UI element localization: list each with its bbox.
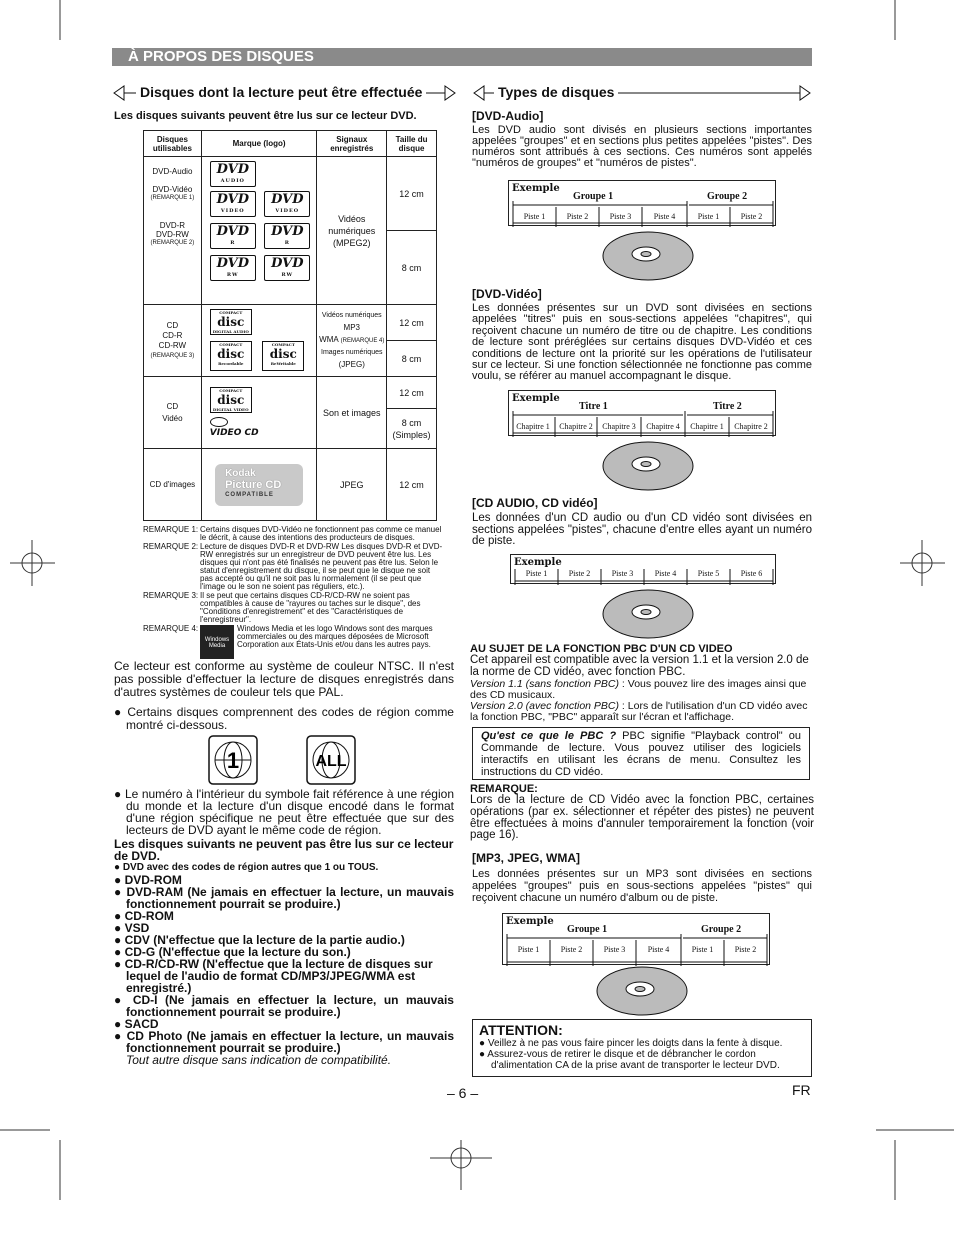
pbc-text: Cet appareil est compatible avec la version 1.1 et la version 2.0 de la norme de CD vidéo, avec fonction PBC. — [470, 654, 809, 678]
signal-text: Images numériques — [321, 349, 383, 356]
list-item: ● DVD-RAM (Ne jamais en effectuer la lecture, un mauvais fonctionnement pourrait se produire.) — [114, 885, 454, 911]
logo-text: R — [230, 240, 236, 246]
windows-media-logo — [200, 625, 234, 659]
logo-text: disc — [269, 347, 297, 361]
logo-text: COMPATIBLE — [225, 491, 274, 498]
logo-text: disc — [217, 347, 245, 361]
left-section-heading — [112, 82, 457, 104]
disc-type: CD-R — [162, 330, 183, 340]
vcd-logos — [201, 377, 317, 449]
video-cd-logo — [210, 417, 316, 438]
notes-block — [143, 526, 443, 659]
example-dvd-audio — [508, 180, 776, 226]
vcd-cell — [144, 377, 202, 449]
example-label: Exemple — [506, 916, 554, 927]
note-text: Lecture de disques DVD-R et DVD-RW Les disques DVD-R et DVD-RW enregistrés sur un enregistreur de DVD peuvent être lus. Les disques qui n'ont pas été finalisés ne peuvent pas être lus. Selon le statut d'enregistrement du disque, il se peut que le disque ne soit pas accepté ou qu'il ne soit pas lu normalement (il se peut que l'image ou le son ne soient pas réguliers, etc.). — [200, 542, 443, 591]
cd-signal — [317, 305, 387, 377]
example-label: Exemple — [514, 557, 562, 568]
dvd-signal: Vidéos numériques (MPEG2) — [317, 157, 387, 305]
group-label: Groupe 2 — [701, 924, 742, 935]
mp3-title: [MP3, JPEG, WMA] — [472, 851, 581, 865]
region-all-icon — [306, 735, 356, 785]
disc-icon — [600, 226, 700, 284]
item-text: CD-R/CD-RW (N'effectue que la lecture de disques sur lequel de l'audio de format CD/MP3/JPEG/WMA est enregistré.) — [124, 957, 433, 995]
piste-label: Piste 4 — [654, 569, 677, 578]
logo-text: COMPACT — [219, 342, 243, 347]
note-label: REMARQUE 3: — [143, 591, 199, 600]
attention-item: ● Assurez-vous de retirer le disque et de débrancher le cordon d'alimentation CA de la prise avant de transporter le lecteur DVD. — [479, 1049, 780, 1071]
logo-text: VIDEO — [220, 208, 245, 214]
list-tail: Tout autre disque sans indication de compatibilité. — [126, 1053, 392, 1067]
piste-label: Piste 1 — [691, 945, 714, 954]
size: 12 cm — [387, 305, 437, 341]
note-ref: (REMARQUE 2) — [150, 240, 195, 246]
piste-label: Piste 1 — [523, 212, 546, 221]
not-playable-list — [114, 862, 454, 1066]
attention-item: ● Veillez à ne pas vous faire pincer les doigts dans la fente à disque. — [479, 1038, 783, 1049]
item-text: DVD avec des codes de région autres que 1 ou TOUS. — [122, 862, 379, 873]
version-label: Version 2.0 (avec fonction PBC) — [470, 700, 620, 712]
note-label: REMARQUE 1: — [143, 525, 199, 534]
bullet-text: Le numéro à l'intérieur du symbole fait référence à une région du monde et la lecture d'un disque encodé dans le format d'une région spécifique ne peut être effectuée que sur des lecteurs de DVD ayant le même code de région. — [124, 787, 454, 837]
piste-label: Piste 3 — [609, 212, 632, 221]
logo-text: DVD — [216, 256, 249, 271]
logo-text: DVD — [271, 224, 304, 239]
piste-label: Piste 2 — [560, 945, 583, 954]
list-item: ● VSD — [114, 921, 150, 935]
note-label: REMARQUE 4: — [143, 624, 199, 633]
logo-text: RW — [226, 272, 239, 278]
dvd-cell — [144, 157, 202, 305]
list-item: ● CDV (N'effectue que la lecture de la partie audio.) — [114, 933, 405, 947]
piste-label: Piste 2 — [568, 569, 591, 578]
dvd-video-title: [DVD-Vidéo] — [472, 287, 542, 301]
disc-type: DVD-RW — [156, 230, 189, 239]
note-ref: (REMARQUE 1) — [150, 195, 195, 201]
logo-text: disc — [217, 393, 245, 408]
dvd-audio-title: [DVD-Audio] — [472, 109, 544, 123]
cd-da-logo — [210, 309, 252, 335]
signal-text: Vidéos numériques — [321, 312, 382, 319]
dvd-rw-logo — [210, 255, 256, 281]
example-dvd-video — [508, 390, 776, 436]
piste-label: Piste 6 — [740, 569, 763, 578]
pbc-v11 — [470, 679, 814, 701]
logo-text: COMPACT — [219, 310, 243, 315]
piste-label: Piste 1 — [517, 945, 540, 954]
piste-label: Piste 2 — [734, 945, 757, 954]
region-number: 1 — [226, 748, 240, 773]
disc-type: Vidéo — [162, 413, 183, 423]
logo-text: Recordable — [218, 361, 244, 366]
item-text: CD Photo (Ne jamais en effectuer la lecture, un mauvais fonctionnement pourrait se produire.) — [126, 1029, 454, 1055]
logo-text: DVD — [216, 162, 249, 177]
disc-icon — [594, 962, 694, 1018]
kodak-cell — [201, 449, 317, 521]
region-explanation: ● Le numéro à l'intérieur du symbole fait référence à une région du monde et la lecture d'un disque encodé dans le format d'une région spécifique ne peut être effectuée que sur des lecteurs de DVD ayant le même code de région. — [114, 787, 454, 837]
note-text: Certains disques DVD-Vidéo ne fonctionnent pas comme ce manuel le décrit, à cause des intentions des producteurs de disques. — [200, 525, 442, 542]
title-label: Titre 2 — [713, 401, 742, 412]
jpeg-signal: JPEG — [317, 449, 387, 521]
size: 8 cm — [401, 417, 422, 428]
piste-label: Piste 1 — [697, 212, 720, 221]
logo-text: R — [284, 240, 290, 246]
language-code: FR — [792, 1082, 811, 1098]
disc-icon — [600, 584, 700, 642]
chapter-label: Chapitre 2 — [559, 422, 593, 431]
chapter-label: Chapitre 1 — [690, 422, 724, 431]
logo-text: DIGITAL AUDIO — [212, 329, 249, 334]
region-label: ALL — [315, 753, 347, 770]
dvd-video-text: Les données présentes sur un DVD sont divisées en sections appelées "titres" puis en sous-sections appelées "chapitres", qui reçoivent chacune un numéro de titre ou de chapitre. Les conditions de lecture sont préréglées sur certains disques DVD-Vidéo et ces conditions de lecture ont la priorité sur les opérations de l'utilisateur sur ce lecteur. Si une fonction sélectionnée ne fonctionne pas comme voulu, se référer au manuel accompagnant le disque. — [472, 302, 812, 383]
group-label: Groupe 2 — [707, 191, 748, 202]
pbc-answer: PBC signifie "Playback control" ou Commande de lecture. Vous pouvez utiliser des logiciels interactifs en utilisant les écrans de menu. Consultez les instructions du CD vidéo. — [481, 730, 801, 778]
size-cell — [387, 409, 437, 449]
logo-text: VIDEO — [275, 208, 300, 214]
version-text: : Vous pouvez lire des images ainsi que des CD musicaux. — [470, 678, 807, 701]
kodak-picture-cd-logo — [215, 464, 303, 506]
title-label: Titre 1 — [579, 401, 608, 412]
attention-box — [472, 1019, 812, 1077]
example-label: Exemple — [512, 183, 560, 194]
col-header: Disques utilisables — [144, 131, 202, 157]
piste-label: Piste 4 — [647, 945, 670, 954]
piste-label: Piste 5 — [697, 569, 720, 578]
example-label: Exemple — [512, 393, 560, 404]
piste-label: Piste 4 — [653, 212, 676, 221]
remark-text: Lors de la lecture de CD Vidéo avec la fonction PBC, certaines opérations (par ex. sélectionner et répéter des pistes) ne peuvent être effectuées à moins d'annuler temporairement la fonction (voir page 16). — [470, 794, 814, 842]
piste-label: Piste 3 — [603, 945, 626, 954]
item-text: Veillez à ne pas vous faire pincer les doigts dans la fente à disque. — [487, 1038, 783, 1049]
cd-title: [CD AUDIO, CD vidéo] — [472, 496, 598, 510]
list-item: ● SACD — [114, 1017, 159, 1031]
disc-type: CD — [166, 320, 179, 330]
version-label: Version 1.1 (sans fonction PBC) — [470, 678, 620, 690]
cd-dv-logo — [210, 387, 252, 413]
item-text: Assurez-vous de retirer le disque et de débrancher le cordon d'alimentation CA de la prise avant de transporter le lecteur DVD. — [487, 1049, 780, 1071]
remark-title: REMARQUE: — [470, 783, 538, 795]
playable-intro: Les disques suivants peuvent être lus sur ce lecteur DVD. — [114, 110, 417, 122]
logo-text: Picture CD — [225, 478, 282, 491]
disc-table — [143, 130, 437, 521]
col-header: Signaux enregistrés — [317, 131, 387, 157]
mp3-text: Les données présentes sur un MP3 sont divisées en sections appelées "groupes" puis en sous-sections appelées "pistes" qui reçoivent chacune un numéro d'album ou de piste. — [472, 868, 812, 904]
not-playable-title: Les disques suivants ne peuvent pas être lus sur ce lecteur de DVD. — [114, 837, 454, 863]
region-bullet: ● Certains disques comprennent des codes de région comme montré ci-dessous. — [114, 705, 454, 732]
chapter-label: Chapitre 3 — [602, 422, 636, 431]
cd-images-cell: CD d'images — [144, 449, 202, 521]
note-ref: (REMARQUE 4) — [340, 338, 385, 344]
logo-text: COMPACT — [271, 342, 295, 347]
logo-text: Windows Media — [204, 637, 230, 649]
dvd-audio-logo — [210, 161, 256, 187]
disc-icon — [600, 436, 700, 494]
logo-text: COMPACT — [219, 388, 243, 394]
disc-type: CD-RW — [158, 340, 187, 350]
group-label: Groupe 1 — [567, 924, 608, 935]
example-cd — [510, 554, 776, 584]
logo-text: RW — [281, 272, 294, 278]
logo-text: VIDEO CD — [209, 427, 259, 438]
piste-label: Piste 2 — [566, 212, 589, 221]
col-header: Taille du disque — [387, 131, 437, 157]
logo-text: DVD — [216, 224, 249, 239]
size: 8 cm — [387, 341, 437, 377]
disc-type: DVD-Vidéo — [152, 185, 193, 194]
note-label: REMARQUE 2: — [143, 542, 199, 551]
pbc-title: AU SUJET DE LA FONCTION PBC D'UN CD VIDEO — [470, 643, 733, 655]
heading-text: Types de disques — [494, 84, 618, 100]
signal-text: (JPEG) — [338, 360, 365, 369]
disc-type: CD — [166, 401, 179, 411]
list-item: ● CD-R/CD-RW (N'effectue que la lecture de disques sur lequel de l'audio de format CD/MP3/JPEG/WMA est enregistré.) — [114, 957, 433, 995]
item-text: DVD-ROM — [124, 873, 182, 887]
dvd-video-logo — [210, 191, 256, 217]
cd-logos — [201, 305, 317, 377]
dvd-video-logo — [264, 191, 310, 217]
ntsc-paragraph: Ce lecteur est conforme au système de couleur NTSC. Il n'est pas possible d'effectuer la lecture de disques enregistrés dans d'autres systèmes de couleur tels que PAL. — [114, 659, 454, 699]
dvd-rw-logo — [264, 255, 310, 281]
cd-cell — [144, 305, 202, 377]
piste-label: Piste 2 — [740, 212, 763, 221]
chapter-label: Chapitre 2 — [734, 422, 768, 431]
size: 12 cm — [387, 157, 437, 231]
size: (Simples) — [392, 429, 431, 440]
chapter-label: Chapitre 1 — [516, 422, 550, 431]
note-text: Windows Media et les logo Windows sont des marques commerciales ou des marques déposées de Microsoft Corporation aux États-Unis et/ou dans les autres pays. — [237, 624, 433, 649]
logo-text: AUDIO — [220, 178, 245, 184]
bullet-text: Certains disques comprennent des codes de région comme montré ci-dessous. — [126, 705, 454, 732]
dvd-r-logo — [264, 223, 310, 249]
item-text: DVD-RAM (Ne jamais en effectuer la lecture, un mauvais fonctionnement pourrait se produire.) — [126, 885, 454, 911]
note-text: Il se peut que certains disques CD-R/CD-RW ne soient pas compatibles à cause de "rayures ou taches sur le disque", des "Conditions d'enregistrement" et des "Caractéristiques de l'enregistreur". — [200, 591, 421, 624]
cd-rewritable-logo — [262, 341, 304, 371]
logo-text: Kodak — [225, 467, 256, 479]
logo-text: ReWritable — [270, 361, 296, 366]
cd-text: Les données d'un CD audio ou d'un CD vidéo sont divisées en sections appelées "pistes", chacune d'entre elles ayant un numéro de piste. — [472, 512, 812, 547]
signal-text: MP3 — [343, 323, 360, 332]
col-header: Marque (logo) — [201, 131, 317, 157]
size: 12 cm — [387, 377, 437, 409]
logo-text: DVD — [216, 192, 249, 207]
section-banner: À PROPOS DES DISQUES — [112, 48, 812, 66]
disc-icon — [210, 417, 228, 427]
group-label: Groupe 1 — [573, 191, 614, 202]
list-item: ● DVD-ROM — [114, 873, 182, 887]
region-1-icon — [208, 735, 258, 785]
item-text: CD-ROM — [124, 909, 174, 923]
pbc-question: Qu'est ce que le PBC ? — [481, 730, 617, 742]
note-ref: (REMARQUE 3) — [150, 352, 195, 359]
vcd-signal: Son et images — [317, 377, 387, 449]
piste-label: Piste 3 — [611, 569, 634, 578]
pbc-definition-box — [472, 727, 810, 780]
list-item: ● CD-G (N'effectue que la lecture du son.) — [114, 945, 351, 959]
item-text: CD-I (Ne jamais en effectuer la lecture, un mauvais fonctionnement pourrait se produire.) — [126, 993, 454, 1019]
list-item: ● CD Photo (Ne jamais en effectuer la lecture, un mauvais fonctionnement pourrait se produire.) — [114, 1029, 454, 1055]
item-text: SACD — [124, 1017, 159, 1031]
list-item: ● CD-I (Ne jamais en effectuer la lecture, un mauvais fonctionnement pourrait se produire.) — [114, 993, 454, 1019]
logo-text: DVD — [271, 256, 304, 271]
pbc-v20 — [470, 701, 814, 723]
heading-text: Disques dont la lecture peut être effectuée — [136, 84, 426, 100]
size: 12 cm — [387, 449, 437, 521]
item-text: VSD — [124, 921, 150, 935]
list-item: ● CD-ROM — [114, 909, 174, 923]
logo-text: DVD — [271, 192, 304, 207]
logo-text: disc — [217, 315, 245, 329]
attention-title: ATTENTION: — [479, 1022, 563, 1038]
size: 8 cm — [387, 231, 437, 305]
piste-label: Piste 1 — [525, 569, 548, 578]
dvd-logos — [201, 157, 317, 305]
list-item: ● DVD avec des codes de région autres que 1 ou TOUS. — [114, 862, 379, 873]
disc-type: DVD-R — [159, 221, 186, 230]
dvd-r-logo — [210, 223, 256, 249]
chapter-label: Chapitre 4 — [646, 422, 680, 431]
right-section-heading — [472, 82, 812, 104]
page-number: – 6 – — [447, 1085, 479, 1101]
example-mp3 — [502, 913, 770, 965]
version-text: : Lors de l'utilisation d'un CD vidéo avec la fonction PBC, "PBC" apparaît sur l'écran et l'affichage. — [470, 700, 808, 723]
disc-type: DVD-Audio — [152, 167, 193, 176]
cd-recordable-logo — [210, 341, 252, 371]
item-text: CD-G (N'effectue que la lecture du son.) — [124, 945, 351, 959]
dvd-audio-text: Les DVD audio sont divisés en plusieurs sections importantes appelées "groupes" et en sections plus petites appelées "pistes". Des numéros sont attribués à ces sections. Ces numéros sont appelés "numéros de groupes" et "numéros de pistes". — [472, 124, 812, 169]
signal-text: WMA — [319, 335, 339, 344]
logo-text: DIGITAL VIDEO — [212, 407, 249, 413]
item-text: CDV (N'effectue que la lecture de la partie audio.) — [124, 933, 405, 947]
